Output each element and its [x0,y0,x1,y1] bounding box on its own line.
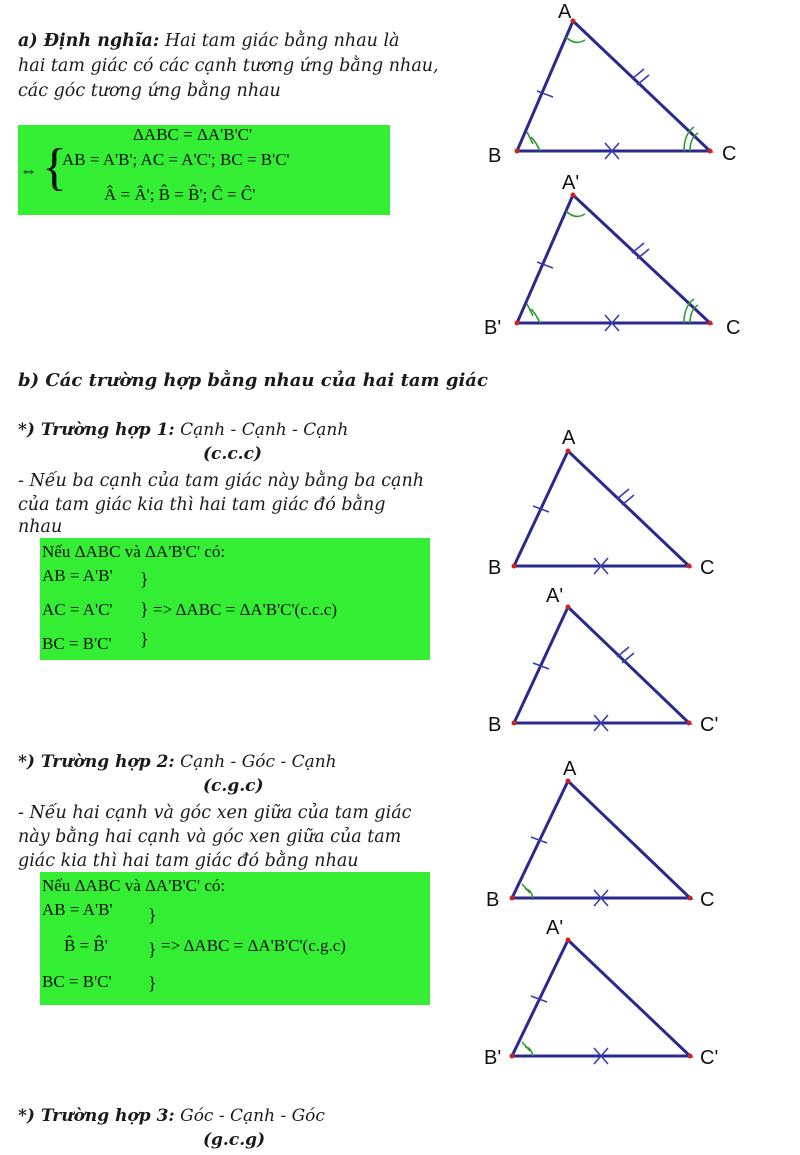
triangle-abc-def [517,21,710,151]
case2-box-r2: B̂ = B̂' [64,936,108,955]
case1-box-result: => ΔABC = ΔA'B'C'(c.c.c) [153,600,337,619]
case1-label: *) Trường hợp 1: [18,420,175,440]
case2-abbr: (c.g.c) [203,776,264,796]
label-c1f1-B: B [488,557,502,579]
definition-brace: { [42,139,67,196]
label-a2-A: A' [562,172,580,194]
angle-arcs [522,37,698,1056]
definition-line-2: hai tam giác có các cạnh tương ứng bằng nhau, [18,56,439,76]
label-c2f1-C: C [700,889,715,911]
case1-box-r3: BC = B'C' [42,634,112,653]
definition-label: a) Định nghĩa: [18,31,160,51]
label-c1f2-A: A' [546,585,564,607]
label-a1-C: C [722,143,737,165]
case2-brace: } [148,905,157,925]
case2-brace-mid: } [148,939,157,959]
case1-brace-mid: } [140,599,149,619]
label-c2f1-B: B [486,889,500,911]
case2-desc-1: - Nếu hai cạnh và góc xen giữa của tam giác [18,803,412,823]
triangle-abc-prime-case2 [512,940,690,1056]
case2-label: *) Trường hợp 2: [18,752,175,772]
triangle-abc-prime-def [517,195,710,323]
case1-name: Cạnh - Cạnh - Cạnh [180,420,349,440]
label-c1f1-C: C [700,557,715,579]
definition-box-angles: Â = Â'; B̂ = B̂'; Ĉ = Ĉ' [104,185,256,204]
vertex-points [510,19,713,1059]
case1-abbr: (c.c.c) [203,444,262,464]
case2-desc-3: giác kia thì hai tam giác đó bằng nhau [18,851,359,871]
case1-brace: } [140,569,149,589]
definition-text-1: Hai tam giác bằng nhau là [164,31,400,51]
label-a1-A: A [558,1,572,23]
definition-box-sides: AB = A'B'; AC = A'C'; BC = B'C' [62,150,290,169]
case1-box-head: Nếu ΔABC và ΔA'B'C' có: [42,542,226,561]
case3-name: Góc - Cạnh - Góc [180,1106,325,1126]
definition-line-3: các góc tương ứng bằng nhau [18,81,281,101]
case2-box-r3: BC = B'C' [42,972,112,991]
case1-desc-3: nhau [18,517,63,537]
case2-name: Cạnh - Góc - Cạnh [180,752,337,772]
case3-abbr: (g.c.g) [203,1130,266,1150]
case2-brace-bot: } [148,973,157,993]
case1-box-r1: AB = A'B' [42,566,113,585]
label-c1f1-A: A [562,427,576,449]
label-a1-B: B [488,145,502,167]
label-c2f1-A: A [563,758,577,780]
label-c1f2-B: B [488,714,502,736]
case2-box-head: Nếu ΔABC và ΔA'B'C' có: [42,876,226,895]
section-b-title: b) Các trường hợp bằng nhau của hai tam giác [18,370,488,391]
case1-desc-1: - Nếu ba cạnh của tam giác này bằng ba cạnh [18,471,425,491]
case2-box-r1: AB = A'B' [42,900,113,919]
case1-box-r2: AC = A'C' [42,600,113,619]
case2-box-result: => ΔABC = ΔA'B'C'(c.g.c) [161,936,346,955]
case1-brace-bot: } [140,629,149,649]
label-c2f2-B: B' [484,1047,502,1069]
label-a2-C: C [726,317,741,339]
label-a2-B: B' [484,317,502,339]
case2-desc-2: này bằng hai cạnh và góc xen giữa của tam [18,827,402,847]
label-c2f2-C: C' [700,1047,719,1069]
case1-desc-2: của tam giác kia thì hai tam giác đó bằng [18,495,386,515]
label-c2f2-A: A' [546,917,564,939]
equivalence-arrow: ⇔ [20,161,37,180]
label-c1f2-C: C' [700,714,719,736]
definition-box-top: ΔABC = ΔA'B'C' [133,125,253,144]
case3-label: *) Trường hợp 3: [18,1106,175,1126]
